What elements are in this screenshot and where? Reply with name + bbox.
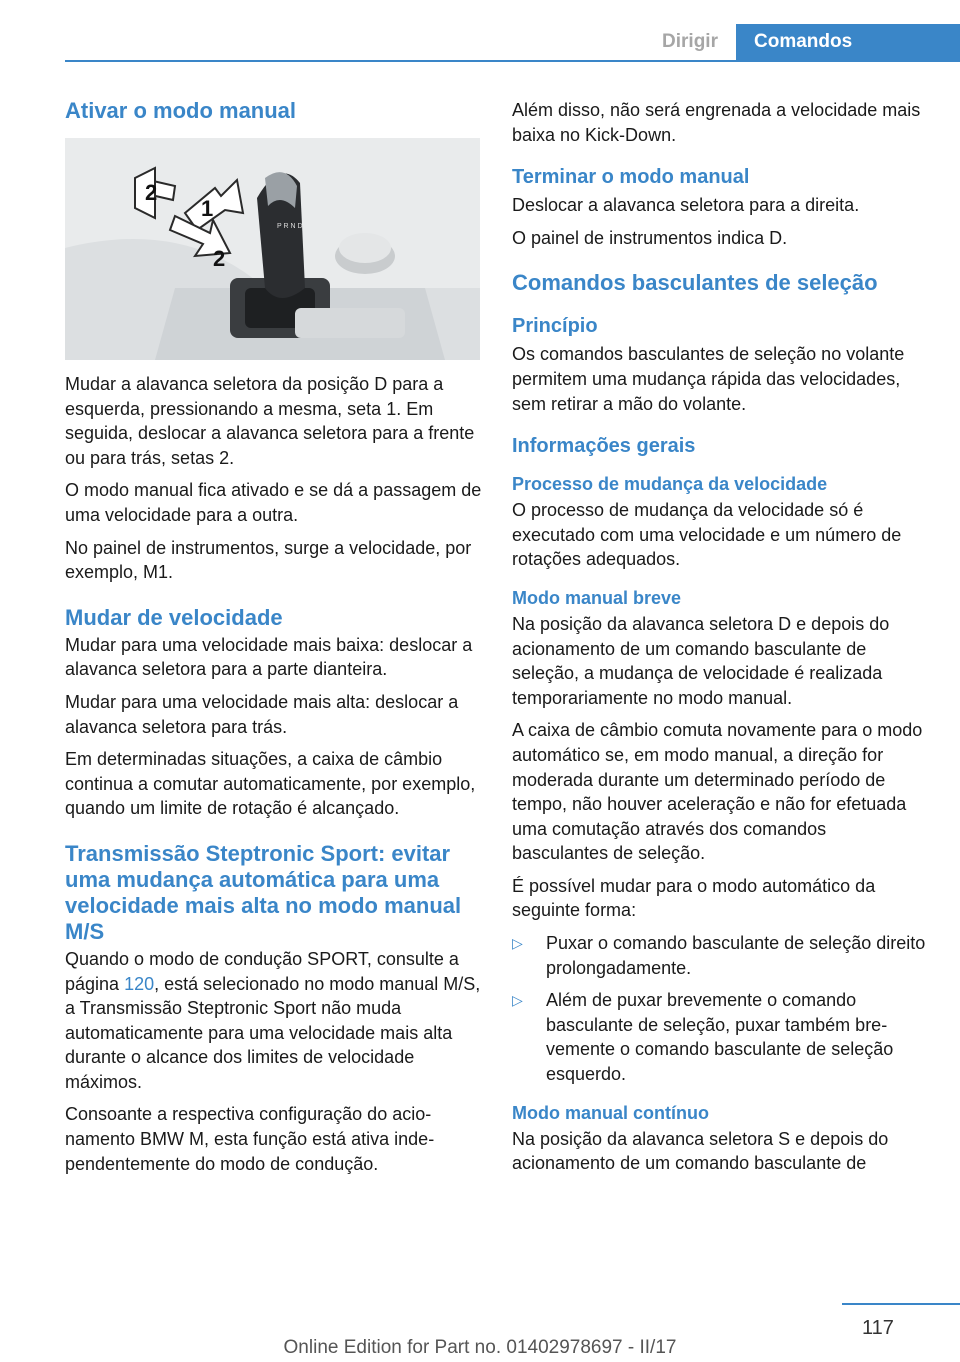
paragraph: Mudar para uma velocidade mais baixa: deslocar a alavanca seletora para a parte dianteira. xyxy=(65,634,473,680)
paragraph: Consoante a respectiva configuração do acionamento BMW M, esta função está ativa independentemente do modo de condução. xyxy=(65,1104,435,1174)
list-item-text: Além de puxar brevemente o comando basculante de seleção, puxar também brevemente o comando basculante de seleção esquerdo. xyxy=(546,990,894,1085)
heading-ativar: Ativar o modo manual xyxy=(65,98,297,123)
footer-rule xyxy=(842,1303,960,1305)
paragraph: Os comandos basculantes de seleção no volante permitem uma mudança rápida das velocidades, sem retirar a mão do volante. xyxy=(512,344,905,414)
paragraph: Mudar a alavanca seletora da posição D para a esquerda, pressionando a mesma, seta 1. Em seguida, deslocar a alavanca seletora para a frente ou para trás, setas 2. xyxy=(65,374,475,468)
paragraph: Deslocar a alavanca seletora para a direita. xyxy=(512,195,860,216)
right-column xyxy=(512,98,926,1184)
header-rule xyxy=(65,60,960,62)
heading-continuo: Modo manual contínuo xyxy=(512,1102,709,1123)
heading-mudar: Mudar de velocidade xyxy=(65,604,283,630)
text-fragment: , está selecionado no modo manual M/S, a Transmissão Steptronic Sport não muda automaticamente para uma velocidade mais alta durante o alcance dos limites de velocidade máximos. xyxy=(65,973,481,1092)
paragraph: Em determinadas situações, a caixa de câmbio continua a comutar automaticamente, por exemplo, quando um limite de rotação é alcançado. xyxy=(65,749,476,819)
gear-selector-illustration xyxy=(65,138,480,360)
paragraph: O modo manual fica ativado e se dá a passagem de uma velocidade para a outra. xyxy=(65,480,482,525)
left-column xyxy=(65,98,485,1184)
paragraph: É possível mudar para o modo automático da seguinte forma: xyxy=(512,875,876,921)
header-chapter: Comandos xyxy=(736,24,960,60)
svg-text:P R N D: P R N D xyxy=(277,223,303,230)
heading-info: Informações gerais xyxy=(512,435,696,458)
edition-footer: Online Edition for Part no. 01402978697 - II/17 xyxy=(283,1337,677,1358)
heading-principio: Princípio xyxy=(512,315,598,338)
bullet-arrow-icon: ▷ xyxy=(512,935,523,952)
header-section: Dirigir xyxy=(662,31,718,52)
paragraph: Na posição da alavanca seletora S e depois do acionamento de um comando basculante de xyxy=(512,1128,889,1174)
heading-transmissao: Transmissão Steptronic Sport: evitar uma mudança automática para uma velocidade mais alta no modo manual M/S xyxy=(65,840,462,944)
heading-terminar: Terminar o modo manual xyxy=(512,166,750,189)
gear-selector-image xyxy=(65,138,480,360)
paragraph: A caixa de câmbio comuta novamente para o modo automático se, em modo manual, a direção for moderada durante um determinado período de tempo, não houver aceleração e não for efetuada uma comutação através dos comandos basculantes de seleção. xyxy=(512,720,923,864)
arrow-label-2b: 2 xyxy=(213,246,226,271)
paragraph: O painel de instrumentos indica D. xyxy=(512,227,788,248)
bullet-arrow-icon: ▷ xyxy=(512,992,523,1009)
bullet-list xyxy=(512,931,926,1087)
arrow-label-2a: 2 xyxy=(145,180,158,205)
paragraph: O processo de mudança da velocidade só é executado com uma velocidade e um número de rotações adequados. xyxy=(512,500,902,570)
paragraph-with-link xyxy=(65,947,485,1095)
paragraph: Na posição da alavanca seletora D e depois do acionamento de um comando basculante de seleção, a mudança de velocidade é realizada temporariamente no modo manual. xyxy=(512,613,890,708)
text-fragment: Quando o modo de condução SPORT, consulte a página xyxy=(65,948,459,994)
heading-processo: Processo de mudança da velocidade xyxy=(512,474,828,495)
paragraph: Mudar para uma velocidade mais alta: deslocar a alavanca seletora para trás. xyxy=(65,691,459,737)
heading-comandos: Comandos basculantes de seleção xyxy=(512,270,878,296)
list-item-text: Puxar o comando basculante de seleção direito prolongadamente. xyxy=(546,933,926,978)
paragraph: No painel de instrumentos, surge a velocidade, por exemplo, M1. xyxy=(65,537,472,583)
heading-breve: Modo manual breve xyxy=(512,587,682,608)
page-number: 117 xyxy=(862,1317,894,1339)
list-item xyxy=(512,988,926,1086)
paragraph: Além disso, não será engrenada a velocidade mais baixa no Kick-Down. xyxy=(512,100,921,145)
list-item xyxy=(512,931,926,980)
arrow-label-1: 1 xyxy=(201,196,214,221)
page-link[interactable]: 120 xyxy=(124,973,155,994)
